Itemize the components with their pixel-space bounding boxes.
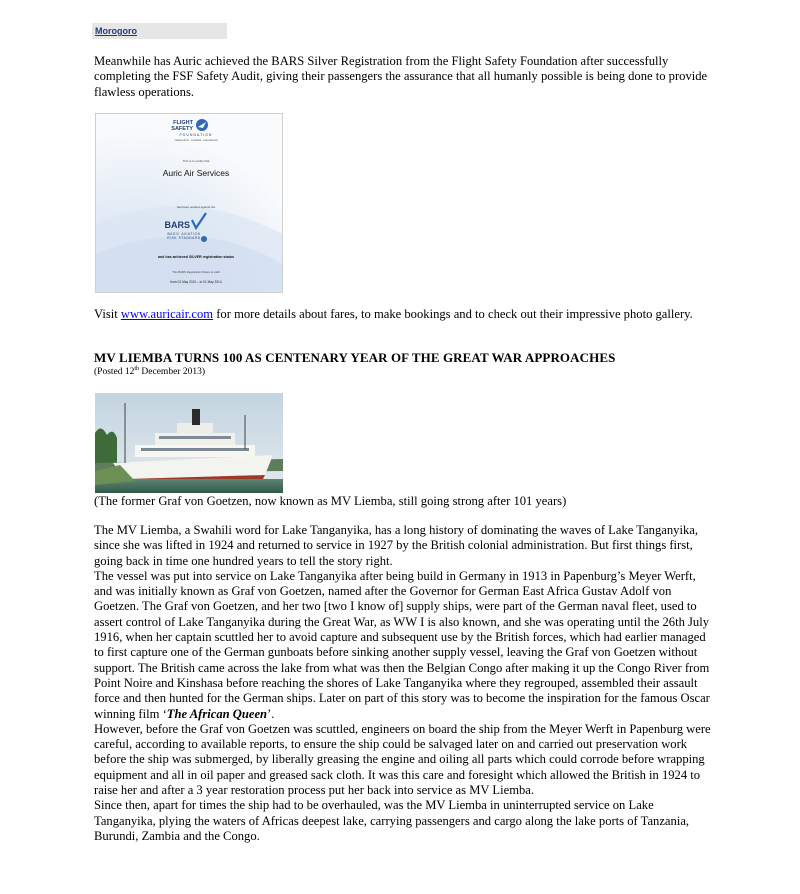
intro-paragraph: Meanwhile has Auric achieved the BARS Silver Registration from the Flight Safety Foundation after successfully completing the FSF Safety Audit, giving their passengers the assurance that all humanly possible is being done to provide flawless operations. — [94, 54, 708, 99]
p2-before: The vessel was put into service on Lake Tanganyika after being build in Germany in 1913 in Papenburg’s Meyer Werft, and was initially known as Graf von Goetzen, named after the Governor for German East Africa Gustav Adolf von Goetzen. The Graf von Goetzen, and her two [two I know of] supply ships, were part of the German naval fleet, used to assert control of Lake Tanganyika during the Great War, as WW I is also known, and she was operating until the 26th July 1916, when her captain scuttled her to avoid capture and subsequent use by the British forces, which had earlier managed to first capture one of the German gunboats before sinking another supply vessel, leaving the Graf von Goetzen without support. The British came across the lake from what was then the Belgian Congo after making it up the Congo River from Point Noire and Kinshasa before reaching the shores of Lake Tanganyika where they regrouped, assembled their assault force and then hunted for the German ships. Later on part of this story was to become the inspiration for the famous Oscar winning film ‘ — [94, 568, 710, 721]
article-paragraph-1: The MV Liemba, a Swahili word for Lake Tanganyika, has a long history of dominating the waves of Lake Tanganyika, since she was lifted in 1924 and returned to service in 1927 by the British colonial administration. But first things first, going back in time one hundred years to tell the story right. — [94, 523, 698, 568]
valid-text: This BARS Registration Status is valid — [172, 270, 220, 274]
posted-sup: th — [134, 366, 140, 372]
article-title: MV LIEMBA TURNS 100 AS CENTENARY YEAR OF THE GREAT WAR APPROACHES — [94, 350, 616, 365]
bars-logo: BARS — [164, 220, 190, 230]
article-paragraph-3: However, before the Graf von Goetzen was scuttled, engineers on board the ship from the Meyer Werft in Papenburg were careful, according to available reports, to ensure the ship could be salvaged later on and carried out preservation work before the ship was submerged, by liberally greasing the engine and oiling all parts which could corrode before wrapping equipment and all in oil paper and greased sack cloth. It was this care and foresight which allowed the British in 1924 to raise her and after a 3 year restoration process put her back into service as MV Liemba. — [94, 721, 711, 798]
audited-text: has been audited against the — [176, 205, 216, 209]
article-body — [94, 523, 714, 844]
fsf-logo-line1: FLIGHT — [173, 120, 193, 126]
posted-before: (Posted 12 — [94, 367, 135, 378]
photo-caption: (The former Graf von Goetzen, now known as MV Liemba, still going strong after 101 years) — [94, 494, 567, 508]
company-name: Auric Air Services — [162, 168, 230, 178]
posted-after: December 2013) — [139, 367, 205, 378]
location-tag-link[interactable]: Morogoro — [95, 26, 137, 36]
fsf-logo-line3: FOUNDATION — [179, 133, 213, 137]
article-paragraph-4: Since then, apart for times the ship had to be overhauled, was the MV Liemba in uninterrupted service on Lake Tanganyika, plying the waters of Africas deepest lake, carrying passengers and cargo along the lake ports of Tanzania, Burundi, Zambia and the Congo. — [94, 798, 690, 843]
p2-after: ’. — [267, 706, 275, 721]
article-paragraph-2 — [94, 569, 714, 722]
fsf-tagline: independent · impartial · international — [174, 139, 218, 142]
fsf-logo-line2: SAFETY — [171, 126, 193, 132]
auricair-link[interactable]: www.auricair.com — [120, 307, 214, 321]
bars-sub2: RISK STANDARD — [167, 236, 201, 240]
certify-text: This is to certify that — [182, 159, 210, 163]
bars-sub1: BASIC AVIATION — [167, 232, 201, 236]
bars-certificate-image — [95, 113, 283, 293]
visit-paragraph — [94, 307, 714, 322]
achieved-text: and has achieved SILVER registration status — [157, 255, 235, 259]
valid-dates: from 01 May 2013 – to 01 May 2014 — [170, 280, 222, 284]
posted-date — [94, 366, 205, 377]
mv-liemba-photo — [95, 393, 283, 493]
location-tag — [92, 23, 227, 39]
visit-text-after: for more details about fares, to make bookings and to check out their impressive photo gallery. — [213, 307, 693, 321]
visit-text-before: Visit — [94, 307, 121, 321]
film-title: The African Queen — [166, 706, 268, 721]
